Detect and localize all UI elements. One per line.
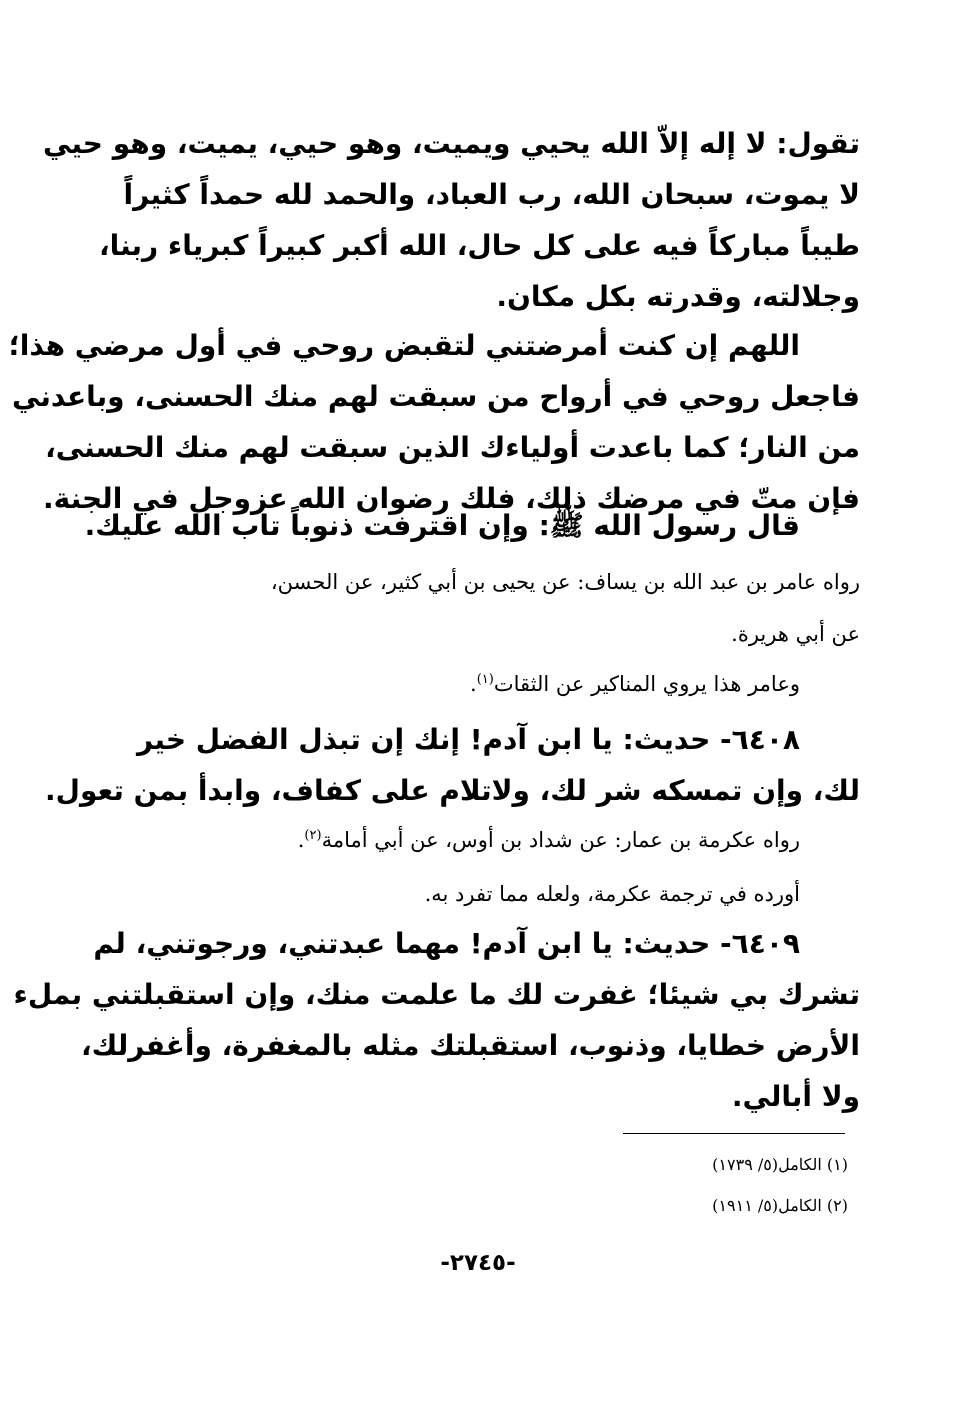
text-line [100, 822, 860, 858]
page-number: -٢٧٤٥- [440, 1250, 516, 1276]
footnote-1: (١) الكامل(٥/ ١٧٣٩) [712, 1155, 848, 1174]
text-line: الأرض خطايا، وذنوب، استقبلتك مثله بالمغفرة، وأغفرلك، [81, 1029, 860, 1062]
text-line: فاجعل روحي في أرواح من سبقت لهم منك الحسنى، وباعدني [12, 380, 860, 413]
paragraph-2 [8, 320, 860, 524]
text-line: ولا أبالي. [731, 1080, 860, 1113]
text-line: عن أبي هريرة. [731, 622, 860, 646]
text-line: قال رسول الله ﷺ: وإن اقترفت ذنوباً تاب الله عليك. [84, 509, 800, 542]
text-line: فإن متّ في مرضك ذلك، فلك رضوان الله عزوجل في الجنة. [42, 482, 860, 515]
text-line: ٦٤٠٩- حديث: يا ابن آدم! مهما عبدتني، ورجوتني، لم [93, 927, 800, 960]
paragraph-1 [43, 118, 860, 322]
footnote-ref-2: (٢) [304, 828, 322, 843]
paragraph-3 [84, 500, 860, 551]
text-line: لا يموت، سبحان الله، رب العباد، والحمد لله حمداً كثيراً [123, 178, 860, 211]
text-line: ٦٤٠٨- حديث: يا ابن آدم! إنك إن تبذل الفضل خير [137, 723, 800, 756]
note-end: . [470, 672, 477, 696]
narration-note-1 [100, 564, 860, 702]
note-text: وعامر هذا يروي المناكير عن الثقات [493, 672, 800, 696]
narration-note-2 [100, 822, 860, 912]
text-line: لك، وإن تمسكه شر لك، ولاتلام على كفاف، وابدأ بمن تعول. [45, 774, 860, 807]
text-line: تشرك بي شيئا؛ غفرت لك ما علمت منك، وإن استقبلتني بملء [13, 978, 860, 1011]
hadith-6409 [13, 918, 860, 1122]
footnote-2: (٢) الكامل(٥/ ١٩١١) [712, 1196, 848, 1215]
footnote-ref-1: (١) [476, 672, 494, 687]
text-line [100, 666, 860, 702]
text-line: رواه عامر بن عبد الله بن يساف: عن يحيى بن أبي كثير، عن الحسن، [270, 570, 860, 594]
text-line: تقول: لا إله إلاّ الله يحيي ويميت، وهو حيي، يميت، وهو حيي [43, 127, 860, 160]
text-line: طيباً مباركاً فيه على كل حال، الله أكبر كبيراً كبرياء ربنا، [98, 229, 860, 262]
note-text: رواه عكرمة بن عمار: عن شداد بن أوس، عن أبي أمامة [321, 828, 800, 852]
text-line: اللهم إن كنت أمرضتني لتقبض روحي في أول مرضي هذا؛ [8, 329, 800, 362]
footnote-divider [623, 1133, 845, 1134]
text-line: من النار؛ كما باعدت أولياءك الذين سبقت لهم منك الحسنى، [45, 431, 860, 464]
text-line: أورده في ترجمة عكرمة، ولعله مما تفرد به. [424, 882, 800, 906]
note-end: . [297, 828, 305, 852]
hadith-6408 [45, 714, 860, 816]
text-line: وجلالته، وقدرته بكل مكان. [496, 280, 860, 313]
